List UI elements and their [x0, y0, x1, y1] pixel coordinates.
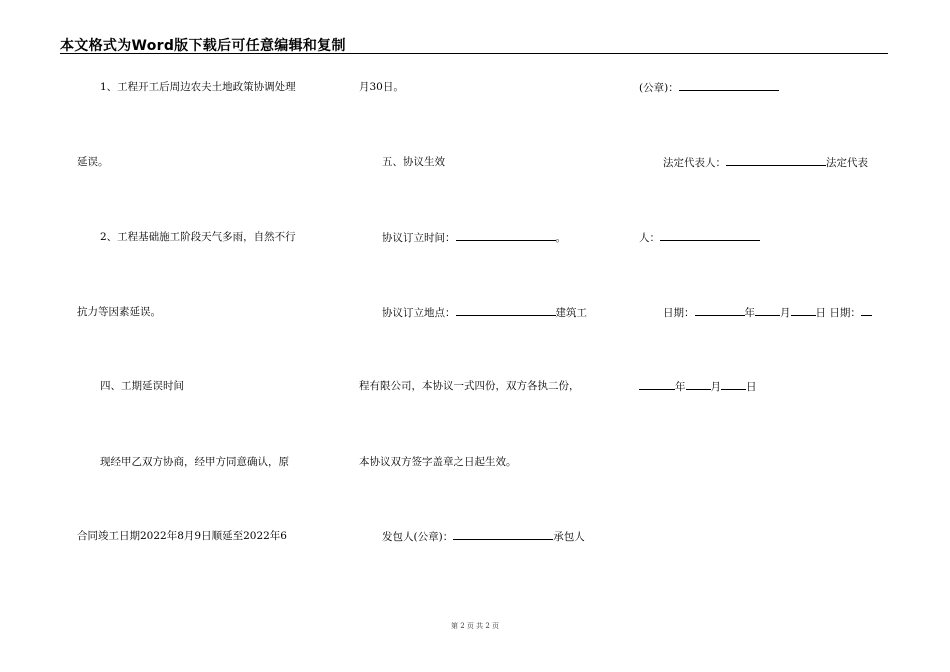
signing-place-label: 协议订立地点：	[382, 307, 456, 319]
date2-month-blank	[686, 379, 711, 390]
date2-label: 日期：	[829, 307, 861, 319]
col1-section-heading: 四、工期延误时间	[100, 380, 184, 392]
col1-line-6: 现经甲乙双方协商，经甲方同意确认，原	[100, 456, 289, 468]
signing-time-suffix: 。	[555, 232, 566, 244]
date1-month: 月	[780, 307, 791, 319]
person-blank	[660, 230, 760, 241]
date2-day: 日	[746, 381, 757, 393]
date1-label: 日期：	[663, 307, 695, 319]
seal-label: (公章)：	[639, 82, 679, 94]
col1-line-2: 延误。	[77, 156, 109, 168]
col3-person-line	[639, 230, 760, 245]
page-number: 第 2 页 共 2 页	[450, 622, 500, 630]
col3-date2-line	[639, 379, 757, 394]
signing-place-suffix: 建筑工	[555, 307, 587, 319]
col1-line-7: 合同竣工日期2022年8月9日顺延至2022年6	[77, 530, 287, 542]
col3-date-line	[663, 305, 872, 320]
date2-blank	[861, 305, 872, 316]
signing-time-blank	[456, 230, 556, 241]
date1-day: 日	[815, 307, 826, 319]
legal-rep-label: 法定代表人：	[663, 157, 726, 169]
col1-line-3: 2、工程基础施工阶段天气多雨，自然不行	[100, 231, 296, 243]
col2-line-5: 程有限公司，本协议一式四份，双方各执二份，	[359, 380, 580, 392]
signing-time-label: 协议订立时间：	[382, 232, 456, 244]
col3-seal-line	[639, 80, 779, 95]
col3-legal-rep-line	[663, 155, 868, 170]
header-divider	[60, 53, 888, 54]
date1-month-blank	[755, 305, 780, 316]
col2-signing-place	[382, 305, 587, 320]
contractor-label: 承包人	[553, 531, 585, 543]
col1-line-1: 1、工程开工后周边农夫土地政策协调处理	[100, 81, 296, 93]
col2-line-6: 本协议双方签字盖章之日起生效。	[359, 456, 517, 468]
seal-blank	[679, 80, 779, 91]
col2-employer-seal	[382, 529, 585, 544]
date2-day-blank	[721, 379, 746, 390]
date1-year-blank	[695, 305, 745, 316]
signing-place-blank	[456, 305, 556, 316]
date2-year: 年	[675, 381, 686, 393]
person-label: 人：	[639, 232, 660, 244]
employer-seal-blank	[453, 529, 553, 540]
date2-month: 月	[710, 381, 721, 393]
col2-line-1: 月30日。	[359, 81, 404, 93]
employer-seal-label: 发包人(公章)：	[382, 531, 454, 543]
legal-rep-blank	[726, 155, 826, 166]
date1-day-blank	[791, 305, 816, 316]
document-header-title: 本文格式为Word版下载后可任意编辑和复制	[60, 38, 346, 54]
col2-signing-time	[382, 230, 566, 245]
legal-rep-suffix: 法定代表	[826, 157, 868, 169]
date1-year: 年	[744, 307, 755, 319]
col2-section-heading: 五、协议生效	[382, 156, 445, 168]
col1-line-4: 抗力等因素延误。	[77, 306, 161, 318]
date2-year-blank	[639, 379, 675, 390]
